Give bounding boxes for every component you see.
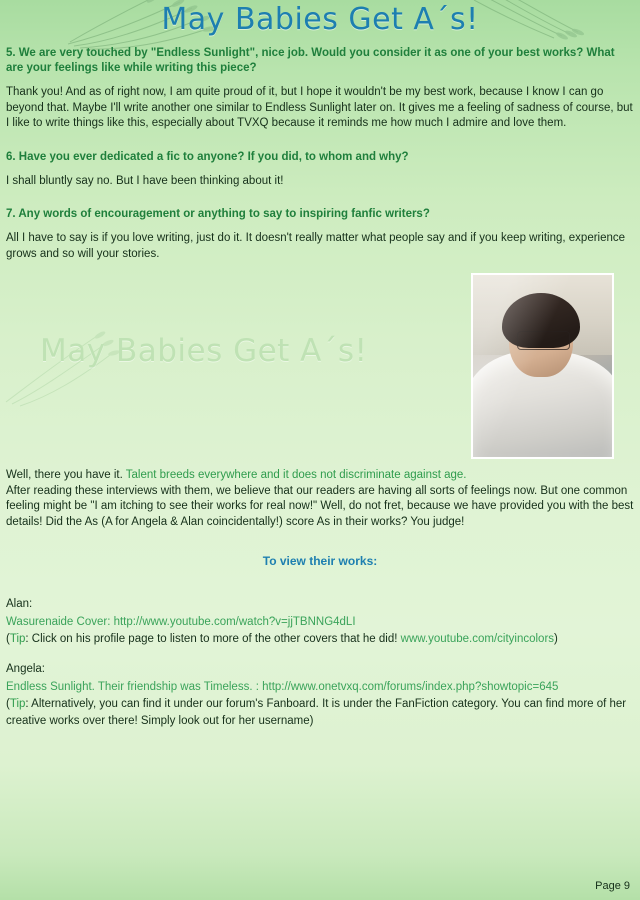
- answer-7: All I have to say is if you love writing, just do it. It doesn't really matter what people say and if you keep writing, experience grows and so will your stories.: [6, 232, 626, 260]
- work-tip-angela: [6, 696, 634, 730]
- page-number: Page 9: [595, 880, 630, 892]
- tip-label-angela: Tip: [9, 697, 26, 710]
- question-5: 5. We are very touched by "Endless Sunlight", nice job. Would you consider it as one of your best works? What are your feelings like while writing this piece?: [6, 47, 615, 74]
- works-list: [6, 596, 634, 730]
- tip-text-angela: : Alternatively, you can find it under our forum's Fanboard. It is under the FanFiction category. You can find more of her creative works over there! Simply look out for her username): [6, 697, 627, 727]
- page-title: May Babies Get A´s!: [161, 2, 479, 37]
- interviewee-photo: [471, 273, 614, 459]
- tip-label-alan: Tip: [9, 632, 26, 645]
- tip-link-alan[interactable]: www.youtube.com/cityincolors: [400, 632, 555, 645]
- photo-highlight: [473, 275, 612, 457]
- page-header: [0, 0, 640, 44]
- closing-line-1-plain: Well, there you have it.: [6, 469, 126, 481]
- closing-line-1: [6, 468, 634, 484]
- tip-open-paren-angela: (: [6, 697, 10, 710]
- to-view-their-works-heading: To view their works:: [262, 554, 378, 568]
- closing-line-1-accent: Talent breeds everywhere and it does not discriminate against age.: [125, 469, 467, 481]
- qa-content: [6, 46, 634, 278]
- tip-close-paren-alan: ): [554, 632, 558, 645]
- work-entry-alan: [6, 596, 634, 648]
- question-7: 7. Any words of encouragement or anything to say to inspiring fanfic writers?: [6, 208, 430, 220]
- closing-line-2: After reading these interviews with them, we believe that our readers are having all sorts of feelings now. But one common feeling might be "I am itching to see their works for real now!" Well, do not fret, because we have provided you with the best details! Did the As (A for Angela & Alan coincidentally!) score As in their works? You judge!: [6, 484, 634, 528]
- closing-section: [6, 468, 634, 730]
- work-link-alan[interactable]: Wasurenaide Cover: http://www.youtube.com/watch?v=jjTBNNG4dLI: [6, 615, 356, 628]
- tip-open-paren-alan: (: [6, 632, 10, 645]
- answer-5: Thank you! And as of right now, I am quite proud of it, but I hope it wouldn't be my best work, because I know I can go beyond that. Maybe I'll write another one similar to Endless Sunlight later on. It gives me a feeling of sadness of course, but I like to write things like this, especially about TVXQ because it reminds me how much I admire and love them.: [6, 86, 633, 129]
- watermark-title: May Babies Get A´s!: [40, 333, 368, 369]
- work-tip-alan: [6, 631, 634, 648]
- question-6: 6. Have you ever dedicated a fic to anyone? If you did, to whom and why?: [6, 150, 409, 163]
- work-link-angela[interactable]: Endless Sunlight. Their friendship was Timeless. : http://www.onetvxq.com/forums/index.php?showtopic=645: [6, 680, 559, 693]
- work-entry-angela: [6, 661, 634, 730]
- tip-text-alan: : Click on his profile page to listen to more of the other covers that he did!: [25, 632, 401, 645]
- work-name-angela: Angela:: [6, 662, 46, 675]
- works-spacer: [6, 648, 634, 661]
- photo-image: [473, 275, 612, 457]
- work-name-alan: Alan:: [6, 597, 33, 610]
- answer-6: I shall bluntly say no. But I have been thinking about it!: [6, 174, 284, 187]
